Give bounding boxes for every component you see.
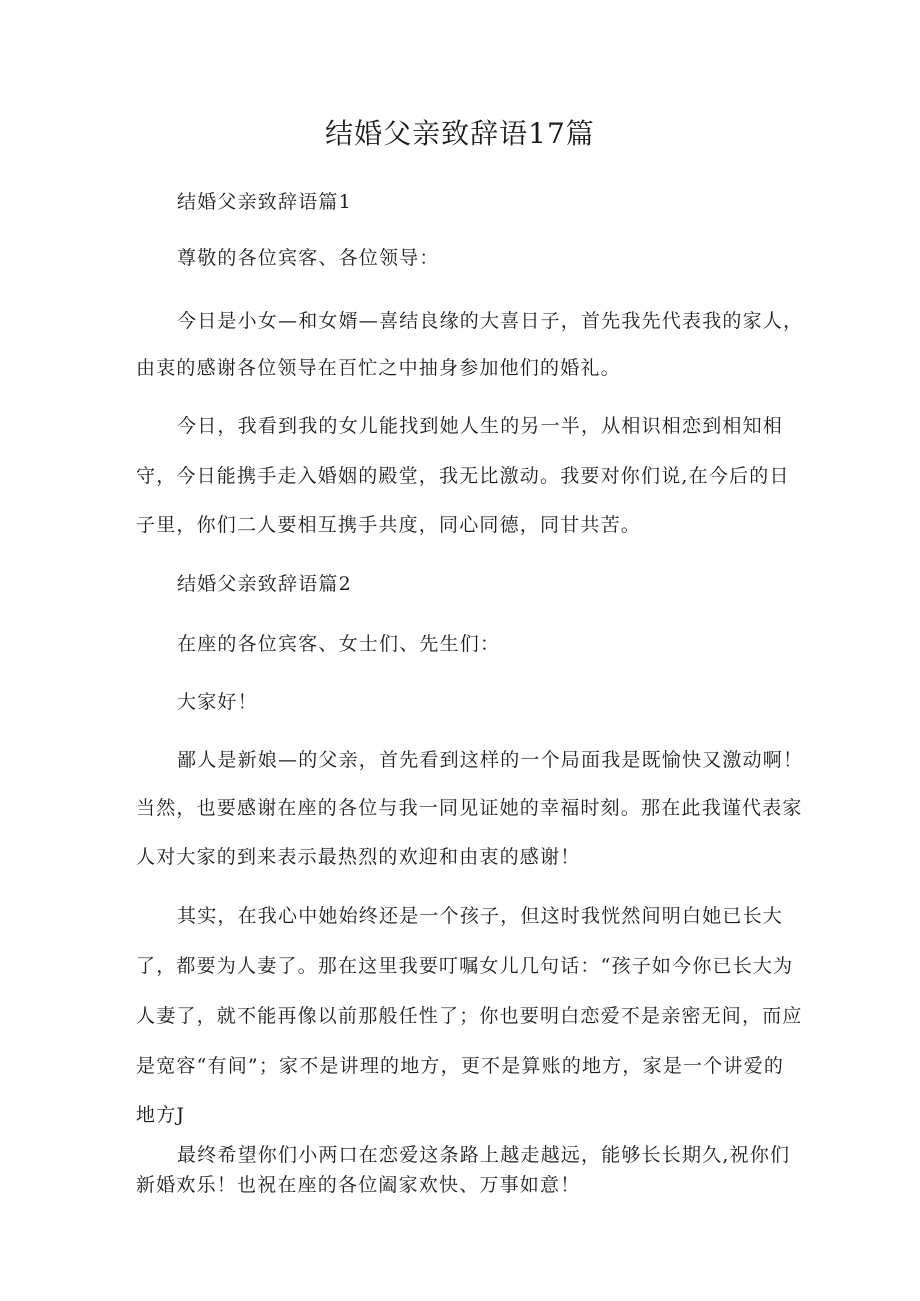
paragraph-line: 了，都要为人妻了。那在这里我要叮嘱女儿几句话：“孩子如今你已长大为 [136,955,794,977]
paragraph-line: 新婚欢乐！也祝在座的各位阖家欢快、万事如意！ [136,1174,581,1196]
paragraph-line: 由衷的感谢各位领导在百忙之中抽身参加他们的婚礼。 [136,357,621,379]
paragraph-line: 地方J [136,1104,186,1126]
paragraph-line: 人妻了，就不能再像以前那般任性了；你也要明白恋爱不是亲密无间，而应 [136,1005,803,1027]
section-heading-2: 结婚父亲致辞语篇2 [177,573,352,595]
paragraph-line: 子里，你们二人要相互携手共度，同心同德，同甘共苦。 [136,514,642,536]
paragraph-line: 守，今日能携手走入婚姻的殿堂，我无比激动。我要对你们说,在今后的日 [136,465,790,487]
paragraph-line: 鄙人是新娘—的父亲，首先看到这样的一个局面我是既愉快又激动啊！ [177,749,804,771]
salutation: 在座的各位宾客、女士们、先生们： [177,633,501,655]
paragraph-line: 是宽容“有间”；家不是讲理的地方，更不是算账的地方，家是一个讲爱的 [136,1055,785,1077]
section-heading-1: 结婚父亲致辞语篇1 [177,191,352,213]
paragraph-line: 今日，我看到我的女儿能找到她人生的另一半，从相识相恋到相知相 [177,415,784,437]
paragraph-line: 人对大家的到来表示最热烈的欢迎和由衷的感谢！ [136,846,581,868]
greeting: 大家好！ [177,691,258,713]
paragraph-line: 最终希望你们小两口在恋爱这条路上越走越远，能够长长期久,祝你们 [177,1144,791,1166]
paragraph-line: 今日是小女—和女婿—喜结良缘的大喜日子，首先我先代表我的家人， [177,310,804,332]
paragraph-line: 当然，也要感谢在座的各位与我一同见证她的幸福时刻。那在此我谨代表家 [136,797,803,819]
paragraph-line: 其实，在我心中她始终还是一个孩子，但这时我恍然间明白她已长大 [177,905,784,927]
salutation: 尊敬的各位宾客、各位领导： [177,247,440,269]
document-title: 结婚父亲致辞语17篇 [325,117,595,150]
